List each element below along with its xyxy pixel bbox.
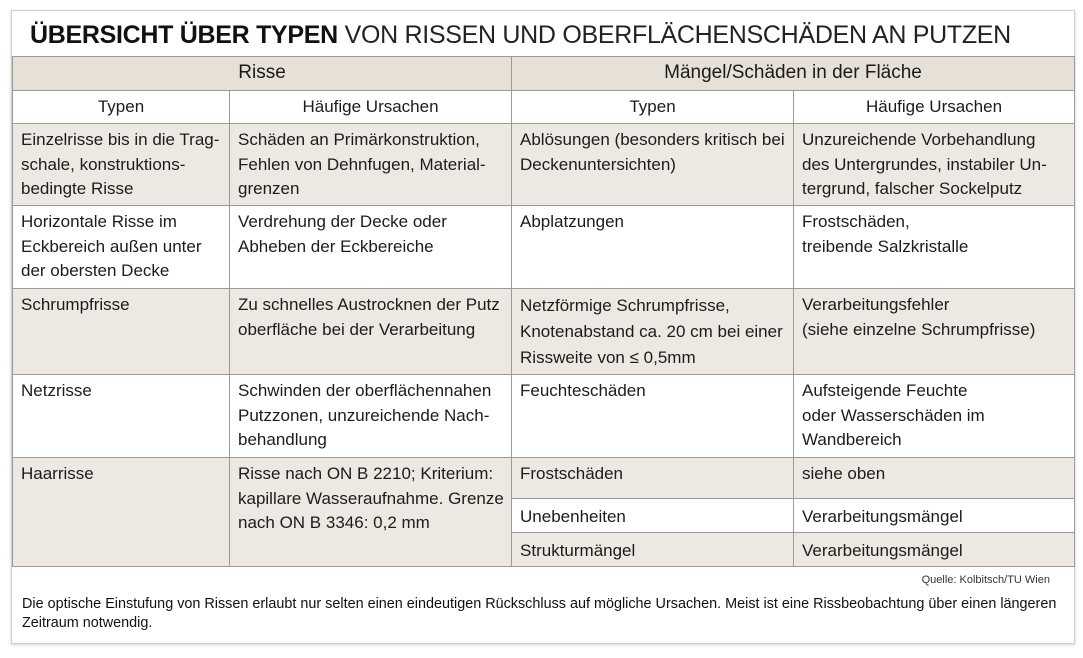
cell-line: Eckbereich außen unter [21,236,202,256]
cell-line: Frostschäden, [802,212,910,231]
column-header: Typen [13,91,230,124]
cell-line: Rissweite von ≤ 0,5mm [520,348,696,367]
cell-line: des Untergrundes, instabiler Un- [802,154,1047,174]
cell-flaeche-ursache [794,532,1075,566]
table-card [11,10,1075,644]
cell-flaeche-ursache [794,499,1075,533]
cell-line: Verarbeitungsmängel [802,540,963,560]
cell-line: Abplatzungen [520,212,624,231]
damage-types-table [12,56,1075,567]
cell-line: kapillare Wasseraufnahme. Grenze [238,488,504,508]
cell-risse-ursache [230,206,512,289]
cell-flaeche-typ [512,124,794,206]
cell-line: Unzureichende Vorbehandlung [802,130,1036,149]
cell-line: Strukturmängel [520,540,636,560]
cell-risse-typ [13,289,230,375]
cell-line: Unebenheiten [520,507,626,526]
cell-risse-ursache [230,375,512,458]
source-credit: Quelle: Kolbitsch/TU Wien [921,574,1050,586]
table-row [13,375,1075,458]
cell-line: Ablösungen (besonders kritisch bei [520,130,785,149]
cell-risse-typ [13,458,230,567]
cell-line: Putzzonen, unzureichende Nach- [238,405,490,425]
cell-line: behandlung [238,430,327,449]
cell-risse-ursache [230,289,512,375]
cell-risse-ursache [230,124,512,206]
cell-flaeche-typ [512,289,794,375]
cell-line: oberfläche bei der Verarbeitung [238,319,476,339]
cell-flaeche-typ [512,375,794,458]
cell-line: Zu schnelles Austrocknen der Putz [238,295,500,314]
cell-flaeche-ursache [794,289,1075,375]
page-title [30,21,1011,50]
column-header: Typen [512,91,794,124]
cell-flaeche-typ [512,206,794,289]
cell-risse-typ [13,375,230,458]
table-row [13,458,1075,499]
cell-line: Verarbeitungsmängel [802,507,963,526]
cell-line: Feuchteschäden [520,381,646,400]
cell-line: Haarrisse [21,464,94,483]
cell-line: schale, konstruktions- [21,154,186,174]
cell-line: Schwinden der oberflächennahen [238,381,492,400]
cell-flaeche-ursache [794,124,1075,206]
cell-line: nach ON B 3346: 0,2 mm [238,513,430,532]
column-header-row [13,91,1075,124]
cell-flaeche-ursache [794,206,1075,289]
footnote-text: Die optische Einstufung von Rissen erlaubt nur selten einen eindeutigen Rückschluss auf mögliche Ursachen. Meist ist eine Rissbeobachtung über einen längeren Zeitraum notwendig. [22,596,1057,631]
cell-flaeche-ursache [794,375,1075,458]
column-header: Häufige Ursachen [230,91,512,124]
cell-line: bedingte Risse [21,179,134,198]
cell-line: Wandbereich [802,430,902,449]
title-light: VON RISSEN UND OBERFLÄCHENSCHÄDEN AN PUTZEN [337,21,1011,49]
cell-line: (siehe einzelne Schrumpfrisse) [802,319,1036,339]
cell-line: Abheben der Eckbereiche [238,236,434,256]
table-row [13,124,1075,206]
cell-line: Schäden an Primärkonstruktion, [238,130,480,149]
cell-line: der obersten Decke [21,261,170,280]
group-header-row [13,57,1075,91]
table-row [13,289,1075,375]
cell-line: Einzelrisse bis in die Trag- [21,130,220,149]
cell-line: siehe oben [802,464,886,483]
cell-line: Schrumpfrisse [21,295,130,314]
cell-line: Aufsteigende Feuchte [802,381,968,400]
cell-risse-typ [13,206,230,289]
cell-line: grenzen [238,179,300,198]
cell-line: Verdrehung der Decke oder [238,212,447,231]
cell-line: Risse nach ON B 2210; Kriterium: [238,464,494,483]
cell-line: Horizontale Risse im [21,212,177,231]
cell-risse-typ [13,124,230,206]
group-header-risse: Risse [13,57,512,91]
cell-flaeche-typ [512,499,794,533]
cell-flaeche-ursache [794,458,1075,499]
cell-line: Fehlen von Dehnfugen, Material- [238,154,486,174]
cell-line: tergrund, falscher Sockelputz [802,179,1023,198]
cell-flaeche-typ [512,458,794,499]
cell-line: Deckenuntersichten) [520,154,676,174]
cell-risse-ursache [230,458,512,567]
cell-line: treibende Salzkristalle [802,236,969,256]
cell-line: Verarbeitungsfehler [802,295,950,314]
cell-line: Frostschäden [520,464,624,483]
cell-line: Knotenabstand ca. 20 cm bei einer [520,322,783,341]
cell-line: Netzförmige Schrumpfrisse, [520,296,730,315]
cell-line: oder Wasserschäden im [802,405,985,425]
cell-line: Netzrisse [21,381,92,400]
title-bold: ÜBERSICHT ÜBER TYPEN [30,21,338,49]
table-row [13,206,1075,289]
group-header-flaeche: Mängel/Schäden in der Fläche [512,57,1075,91]
column-header: Häufige Ursachen [794,91,1075,124]
cell-flaeche-typ [512,532,794,566]
